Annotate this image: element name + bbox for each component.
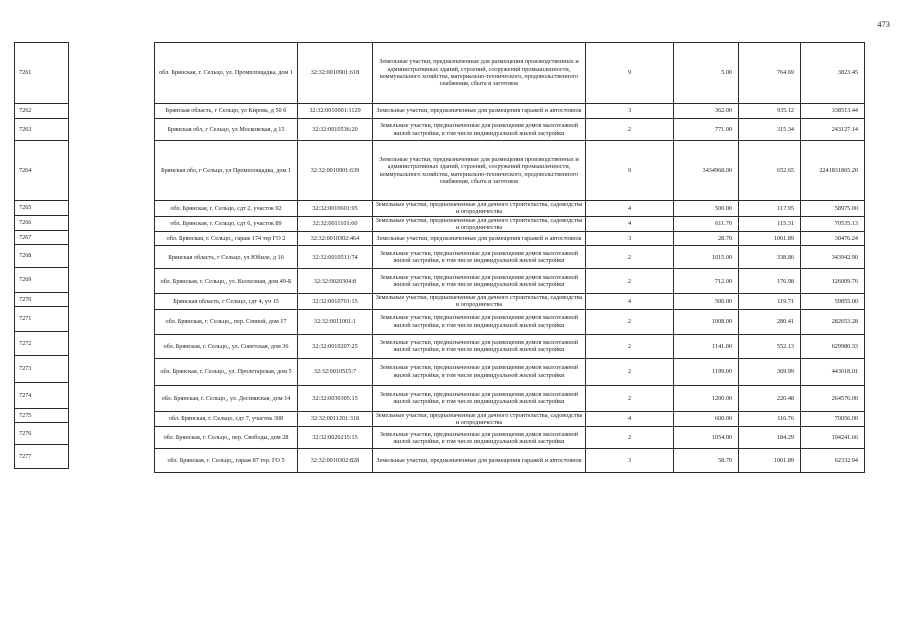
specific-cost-cell: 1061.89 bbox=[739, 232, 801, 246]
table-row bbox=[15, 383, 69, 409]
address-cell: обл. Брянская, г. Сельцо,, ул. Пролетарская, дом 5 bbox=[155, 358, 298, 385]
cadastral-cost-cell: 343942.90 bbox=[801, 246, 865, 269]
use-group-cell: 9 bbox=[586, 141, 674, 201]
row-number-cell: 7261 bbox=[15, 43, 69, 104]
cadastral-cost-cell: 59855.00 bbox=[801, 294, 865, 310]
land-use-cell: Земельные участки, предназначенные для дачного строительства, садоводства и огородничества bbox=[373, 294, 586, 310]
use-group-cell: 4 bbox=[586, 294, 674, 310]
specific-cost-cell: 1061.89 bbox=[739, 449, 801, 473]
cadastral-number-cell: 32:32:0020215:15 bbox=[298, 427, 373, 449]
table-row bbox=[155, 411, 865, 427]
specific-cost-cell: 552.13 bbox=[739, 334, 801, 358]
table-row bbox=[155, 269, 865, 294]
address-cell: Брянская обл, г Сельцо, ул Промплощадка, дом 1 bbox=[155, 141, 298, 201]
row-number-table bbox=[14, 42, 69, 469]
land-use-cell: Земельные участки, предназначенные для дачного строительства, садоводства и огородничества bbox=[373, 201, 586, 217]
use-group-cell: 3 bbox=[586, 449, 674, 473]
specific-cost-cell: 935.12 bbox=[739, 104, 801, 119]
table-row bbox=[155, 294, 865, 310]
use-group-cell: 2 bbox=[586, 119, 674, 141]
table-row bbox=[155, 43, 865, 104]
specific-cost-cell: 338.86 bbox=[739, 246, 801, 269]
row-number-cell: 7274 bbox=[15, 383, 69, 409]
cadastral-number-cell: 32:32:0011201:318 bbox=[298, 411, 373, 427]
area-cell: 500.00 bbox=[674, 294, 739, 310]
specific-cost-cell: 652.65 bbox=[739, 141, 801, 201]
area-cell: 1141.00 bbox=[674, 334, 739, 358]
cadastral-cost-cell: 443618.01 bbox=[801, 358, 865, 385]
area-cell: 58.70 bbox=[674, 449, 739, 473]
row-number-cell: 7270 bbox=[15, 293, 69, 307]
table-row bbox=[15, 245, 69, 268]
table-row bbox=[155, 119, 865, 141]
cadastral-number-cell: 32:32:0011001:1 bbox=[298, 309, 373, 334]
cadastral-cost-cell: 243127.14 bbox=[801, 119, 865, 141]
cadastral-number-cell: 32:32:0030305:15 bbox=[298, 385, 373, 411]
address-cell: обл. Брянская, г. Сельцо, ул. Промплощадка, дом 1 bbox=[155, 43, 298, 104]
table-row bbox=[155, 216, 865, 232]
address-cell: обл. Брянская, г. Сельцо,, ул. Десняиская, дом 14 bbox=[155, 385, 298, 411]
specific-cost-cell: 115.31 bbox=[739, 216, 801, 232]
use-group-cell: 4 bbox=[586, 216, 674, 232]
cadastral-cost-cell: 194241.66 bbox=[801, 427, 865, 449]
address-cell: обл. Брянская, г. Сельцо,, ул. Советская, дом 36 bbox=[155, 334, 298, 358]
specific-cost-cell: 176.98 bbox=[739, 269, 801, 294]
row-number-cell: 7263 bbox=[15, 119, 69, 141]
row-number-cell: 7277 bbox=[15, 445, 69, 469]
use-group-cell: 2 bbox=[586, 309, 674, 334]
land-use-cell: Земельные участки, предназначенные для дачного строительства, садоводства и огородничества bbox=[373, 216, 586, 232]
cadastral-cost-cell: 126009.76 bbox=[801, 269, 865, 294]
use-group-cell: 2 bbox=[586, 358, 674, 385]
cadastral-cost-cell: 629980.33 bbox=[801, 334, 865, 358]
cadastral-number-cell: 32:32:0020304:8 bbox=[298, 269, 373, 294]
cadastral-cost-cell: 58975.00 bbox=[801, 201, 865, 217]
cadastral-number-cell: 32:32:0010515:7 bbox=[298, 358, 373, 385]
row-number-cell: 7268 bbox=[15, 245, 69, 268]
area-cell: 611.70 bbox=[674, 216, 739, 232]
table-row bbox=[15, 141, 69, 201]
address-cell: обл. Брянская, г. Сельцо,, гараж 87 тер. ГО 5 bbox=[155, 449, 298, 473]
table-row bbox=[155, 427, 865, 449]
table-row bbox=[15, 216, 69, 231]
cadastral-cost-cell: 62332.94 bbox=[801, 449, 865, 473]
table-row bbox=[155, 104, 865, 119]
row-number-list bbox=[15, 43, 69, 469]
row-number-cell: 7264 bbox=[15, 141, 69, 201]
table-row bbox=[15, 231, 69, 245]
specific-cost-cell: 220.48 bbox=[739, 385, 801, 411]
cadastral-number-cell: 32:32:0010207:25 bbox=[298, 334, 373, 358]
use-group-cell: 3 bbox=[586, 104, 674, 119]
cadastral-cost-cell: 30476.24 bbox=[801, 232, 865, 246]
specific-cost-cell: 280.41 bbox=[739, 309, 801, 334]
table-row bbox=[15, 409, 69, 423]
table-row bbox=[155, 141, 865, 201]
table-row bbox=[15, 307, 69, 332]
land-use-cell: Земельные участки, предназначенные для размещения гаражей и автостоянок bbox=[373, 232, 586, 246]
area-cell: 712.00 bbox=[674, 269, 739, 294]
row-number-cell: 7272 bbox=[15, 332, 69, 356]
land-use-cell: Земельные участки, предназначенные для размещения домов малоэтажной жилой застройки, в том числе индивидуальной жилой застройки bbox=[373, 334, 586, 358]
land-use-cell: Земельные участки, предназначенные для размещения производственных и административных зданий, строений, сооружений промышленности, коммунального хозяйства, материально-технического, продовольственного снабжения, сбыта и заготовок bbox=[373, 43, 586, 104]
row-number-cell: 7276 bbox=[15, 423, 69, 445]
cadastral-cost-cell: 282653.28 bbox=[801, 309, 865, 334]
land-use-cell: Земельные участки, предназначенные для размещения производственных и административных зданий, строений, сооружений промышленности, коммунального хозяйства, материально-технического, продовольственного снабжения, сбыта и заготовок bbox=[373, 141, 586, 201]
table-row bbox=[155, 334, 865, 358]
use-group-cell: 4 bbox=[586, 411, 674, 427]
land-use-cell: Земельные участки, предназначенные для размещения домов малоэтажной жилой застройки, в том числе индивидуальной жилой застройки bbox=[373, 119, 586, 141]
area-cell: 500.00 bbox=[674, 201, 739, 217]
land-use-cell: Земельные участки, предназначенные для размещения гаражей и автостоянок bbox=[373, 449, 586, 473]
cadastral-number-cell: 32:32:0010302:464 bbox=[298, 232, 373, 246]
specific-cost-cell: 117.95 bbox=[739, 201, 801, 217]
specific-cost-cell: 116.76 bbox=[739, 411, 801, 427]
cadastral-number-cell: 32:32:0010901:618 bbox=[298, 43, 373, 104]
address-cell: Брянская область, г Сельцо, ул Кирова, д 50 б bbox=[155, 104, 298, 119]
address-cell: обл. Брянская, г. Сельцо, сдт 2, участок 92 bbox=[155, 201, 298, 217]
row-number-cell: 7273 bbox=[15, 356, 69, 383]
specific-cost-cell: 315.34 bbox=[739, 119, 801, 141]
use-group-cell: 3 bbox=[586, 232, 674, 246]
land-use-cell: Земельные участки, предназначенные для размещения домов малоэтажной жилой застройки, в том числе индивидуальной жилой застройки bbox=[373, 427, 586, 449]
address-cell: обл. Брянская, г. Сельцо, сдт 6, участок 89 bbox=[155, 216, 298, 232]
cadastral-number-cell: 32:32:0010536:20 bbox=[298, 119, 373, 141]
area-cell: 362.00 bbox=[674, 104, 739, 119]
use-group-cell: 2 bbox=[586, 334, 674, 358]
use-group-cell: 2 bbox=[586, 246, 674, 269]
table-row bbox=[155, 449, 865, 473]
land-use-cell: Земельные участки, предназначенные для размещения гаражей и автостоянок bbox=[373, 104, 586, 119]
use-group-cell: 2 bbox=[586, 427, 674, 449]
table-row bbox=[155, 385, 865, 411]
table-row bbox=[15, 119, 69, 141]
land-use-cell: Земельные участки, предназначенные для размещения домов малоэтажной жилой застройки, в том числе индивидуальной жилой застройки bbox=[373, 269, 586, 294]
specific-cost-cell: 369.99 bbox=[739, 358, 801, 385]
cadastral-number-cell: 32:32:0010302:828 bbox=[298, 449, 373, 473]
table-row bbox=[15, 43, 69, 104]
table-row bbox=[155, 232, 865, 246]
use-group-cell: 4 bbox=[586, 201, 674, 217]
address-cell: обл. Брянская, г. Сельцо,, ул. Колхозная, дом 49-Б bbox=[155, 269, 298, 294]
area-cell: 5.00 bbox=[674, 43, 739, 104]
address-cell: Брянская область, г Сельцо, сдт 4, уч 15 bbox=[155, 294, 298, 310]
land-use-cell: Земельные участки, предназначенные для размещения домов малоэтажной жилой застройки, в том числе индивидуальной жилой застройки bbox=[373, 385, 586, 411]
cadastral-number-cell: 32:32:0010601:95 bbox=[298, 201, 373, 217]
area-cell: 600.00 bbox=[674, 411, 739, 427]
address-cell: обл. Брянская, г. Сельцо,, пер. Свободы, дом 28 bbox=[155, 427, 298, 449]
address-cell: Брянская обл, г Сельцо, ул Московская, д 15 bbox=[155, 119, 298, 141]
table-row bbox=[15, 268, 69, 293]
specific-cost-cell: 119.71 bbox=[739, 294, 801, 310]
use-group-cell: 2 bbox=[586, 385, 674, 411]
table-row bbox=[15, 293, 69, 307]
land-use-cell: Земельные участки, предназначенные для размещения домов малоэтажной жилой застройки, в том числе индивидуальной жилой застройки bbox=[373, 309, 586, 334]
address-cell: обл. Брянская, г. Сельцо, сдт 7, участок 308 bbox=[155, 411, 298, 427]
table-row bbox=[155, 358, 865, 385]
cadastral-number-cell: 32:32:0010901:1129 bbox=[298, 104, 373, 119]
area-cell: 3434968.00 bbox=[674, 141, 739, 201]
table-row bbox=[15, 104, 69, 119]
row-number-cell: 7265 bbox=[15, 201, 69, 216]
land-use-cell: Земельные участки, предназначенные для размещения домов малоэтажной жилой застройки, в том числе индивидуальной жилой застройки bbox=[373, 358, 586, 385]
area-cell: 1200.00 bbox=[674, 385, 739, 411]
cadastral-number-cell: 32:32:0011101:60 bbox=[298, 216, 373, 232]
table-row bbox=[155, 309, 865, 334]
cadastral-cost-cell: 264576.00 bbox=[801, 385, 865, 411]
specific-cost-cell: 764.69 bbox=[739, 43, 801, 104]
land-use-cell: Земельные участки, предназначенные для размещения домов малоэтажной жилой застройки, в том числе индивидуальной жилой застройки bbox=[373, 246, 586, 269]
area-cell: 1199.00 bbox=[674, 358, 739, 385]
row-number-cell: 7267 bbox=[15, 231, 69, 245]
page-number: 473 bbox=[877, 19, 890, 29]
area-cell: 1054.00 bbox=[674, 427, 739, 449]
land-plots-list bbox=[155, 43, 865, 473]
cadastral-number-cell: 32:32:0010511:74 bbox=[298, 246, 373, 269]
table-row bbox=[15, 423, 69, 445]
table-row bbox=[155, 201, 865, 217]
row-number-cell: 7262 bbox=[15, 104, 69, 119]
row-number-cell: 7271 bbox=[15, 307, 69, 332]
area-cell: 771.00 bbox=[674, 119, 739, 141]
cadastral-cost-cell: 3823.45 bbox=[801, 43, 865, 104]
area-cell: 1008.00 bbox=[674, 309, 739, 334]
area-cell: 1015.00 bbox=[674, 246, 739, 269]
row-number-cell: 7266 bbox=[15, 216, 69, 231]
land-use-cell: Земельные участки, предназначенные для дачного строительства, садоводства и огородничества bbox=[373, 411, 586, 427]
cadastral-cost-cell: 70535.13 bbox=[801, 216, 865, 232]
land-plots-table bbox=[154, 42, 865, 473]
address-cell: обл. Брянская, г. Сельцо,, гараж 174 тер ГО 2 bbox=[155, 232, 298, 246]
address-cell: Брянская область, г Сельцо, ул Юбиле, д 16 bbox=[155, 246, 298, 269]
use-group-cell: 2 bbox=[586, 269, 674, 294]
table-row bbox=[15, 201, 69, 216]
specific-cost-cell: 184.29 bbox=[739, 427, 801, 449]
table-row bbox=[15, 356, 69, 383]
cadastral-number-cell: 32:32:0010701:15 bbox=[298, 294, 373, 310]
table-row bbox=[155, 246, 865, 269]
table-row bbox=[15, 332, 69, 356]
cadastral-cost-cell: 70056.00 bbox=[801, 411, 865, 427]
row-number-cell: 7269 bbox=[15, 268, 69, 293]
cadastral-cost-cell: 338513.44 bbox=[801, 104, 865, 119]
cadastral-cost-cell: 2241831865.20 bbox=[801, 141, 865, 201]
table-row bbox=[15, 445, 69, 469]
area-cell: 28.70 bbox=[674, 232, 739, 246]
row-number-cell: 7275 bbox=[15, 409, 69, 423]
cadastral-number-cell: 32:32:0010901:639 bbox=[298, 141, 373, 201]
address-cell: обл. Брянская, г. Сельцо,, пер. Севной, дом 17 bbox=[155, 309, 298, 334]
use-group-cell: 9 bbox=[586, 43, 674, 104]
